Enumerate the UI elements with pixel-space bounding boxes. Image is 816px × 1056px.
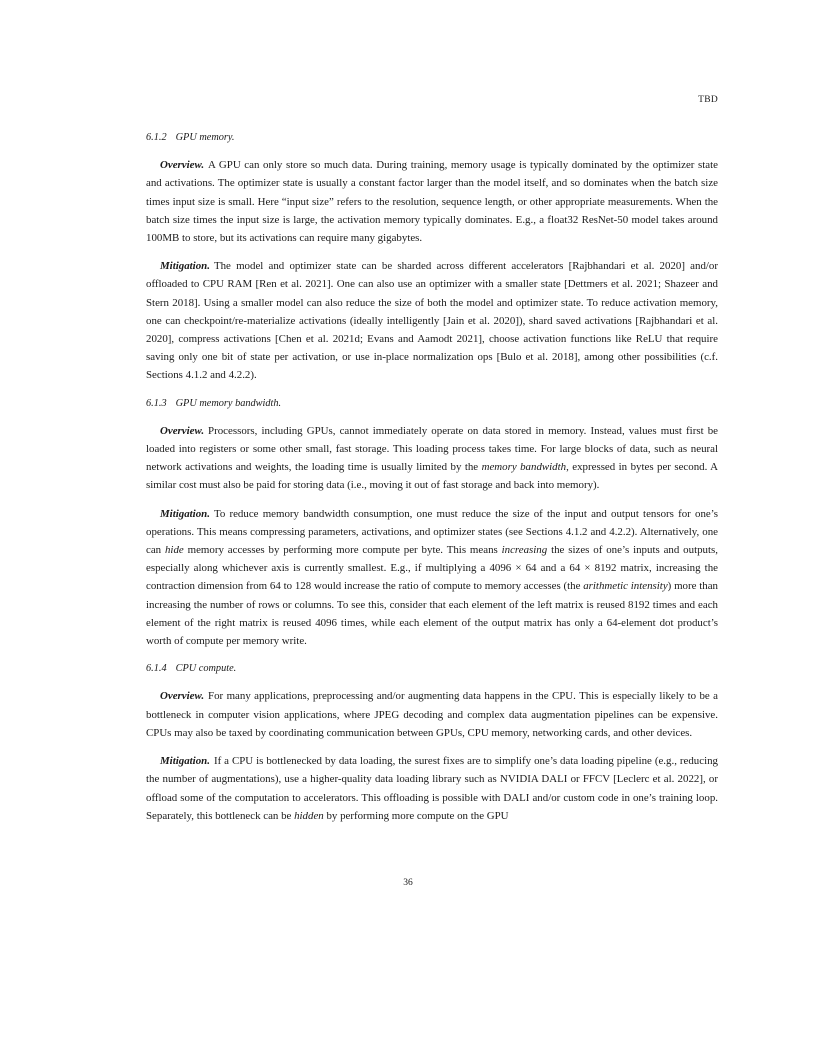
running-head: TBD (698, 95, 718, 105)
paragraph-gpu-memory-overview (146, 156, 718, 247)
emphasis-text: hide (164, 544, 184, 557)
emphasis-text: increasing (501, 544, 548, 557)
emphasis-text: memory bandwidth (481, 461, 567, 474)
subsection-title: CPU compute. (175, 663, 237, 675)
emphasis-text: arithmetic intensity (583, 580, 668, 593)
run-in-heading: Mitigation. (160, 507, 210, 520)
subsection-number: 6.1.4 (146, 663, 167, 675)
paragraph-text: by performing more compute on the GPU (323, 809, 509, 822)
emphasis-text: hidden (294, 809, 324, 822)
run-in-heading: Overview. (160, 159, 205, 172)
page-number: 36 (403, 878, 413, 888)
run-in-heading: Mitigation. (160, 260, 210, 273)
subsection-heading-gpu-memory-bandwidth (146, 395, 718, 413)
subsection-title: GPU memory bandwidth. (175, 397, 282, 409)
main-content (146, 129, 718, 835)
paragraph-text: ) more than increasing the number of rows or columns. To see this, consider that each element of the left matrix is reused 8192 times and each element of the right matrix is reused 4096 times, while each element of the output matrix has only a 64-element dot product’s worth of compute per memory write. (146, 580, 719, 648)
paragraph-gpu-memory-mitigation (146, 257, 718, 384)
paragraph-text: A GPU can only store so much data. During training, memory usage is typically dominated by the optimizer state and activations. The optimizer state is usually a constant factor larger than the model itself, and so dominates when the batch size times input size is small. Here “input size” refers to the resolution, sequence length, or other appropriate measurements. When the batch size times the input size is large, the activation memory typically dominates. E.g., a float32 ResNet-50 model takes around 100MB to store, but its activations can require many gigabytes. (146, 159, 718, 245)
paragraph-text: memory accesses by performing more compute per byte. This means (183, 544, 502, 557)
paragraph-text: , expressed in bytes per second. A similar cost must also be paid for storing data (i.e., moving it out of fast storage and back into memory). (146, 461, 719, 492)
paragraph-bandwidth-overview (146, 422, 718, 495)
subsection-heading-gpu-memory (146, 129, 718, 147)
paragraph-text: To reduce memory bandwidth consumption, one must reduce the size of the input and output tensors for one’s operations. This means compressing parameters, activations, and optimizer states (see Sections 4.1.2 and 4.2.2). Alternatively, one can (146, 507, 718, 557)
paragraph-text: The model and optimizer state can be sharded across different accelerators [Rajbhandari et al. 2020] and/or offloaded to CPU RAM [Ren et al. 2021]. One can also use an optimizer with a smaller state [Dettmers et al. 2021; Shazeer and Stern 2018]. Using a smaller model can also reduce the size of both the model and optimizer state. To reduce activation memory, one can checkpoint/re-materialize activations (ideally intelligently [Jain et al. 2020]), shard saved activations [Rajbhandari et al. 2020], compress activations [Chen et al. 2021d; Evans and Aamodt 2021], choose activation functions like ReLU that require saving only one bit of state per activation, or use in-place normalization ops [Bulo et al. 2018], among other possibilities (c.f. Sections 4.1.2 and 4.2.2). (146, 260, 718, 382)
run-in-heading: Overview. (160, 424, 205, 437)
paragraph-text: If a CPU is bottlenecked by data loading, the surest fixes are to simplify one’s data loading pipeline (e.g., reducing the number of augmentations), use a higher-quality data loading library such as NVIDIA DALI or FFCV [Leclerc et al. 2022], or offload some of the computation to accelerators. This offloading is possible with DALI and/or custom code in one’s training loop. Separately, this bottleneck can be (146, 755, 718, 822)
run-in-heading: Overview. (160, 690, 205, 703)
paragraph-bandwidth-mitigation (146, 505, 718, 651)
subsection-number: 6.1.2 (146, 132, 167, 143)
paragraph-text: For many applications, preprocessing and/or augmenting data happens in the CPU. This is especially likely to be a bottleneck in computer vision applications, where JPEG decoding and complex data augmentation pipelines can be expensive. CPUs may also be taxed by coordinating communication between GPUs, CPU memory, networking cards, and other devices. (146, 690, 718, 739)
paragraph-cpu-overview (146, 687, 718, 742)
paragraph-cpu-mitigation (146, 752, 718, 825)
subsection-number: 6.1.3 (146, 397, 167, 409)
run-in-heading: Mitigation. (160, 755, 210, 768)
paragraph-text: Processors, including GPUs, cannot immediately operate on data stored in memory. Instead, values must first be loaded into registers or some other small, fast storage. This loading process takes time. For large blocks of data, such as neural network activations and weights, the loading time is usually limited by the (146, 424, 718, 474)
paragraph-text: the sizes of one’s inputs and outputs, especially along whichever axis is currently smallest. E.g., if multiplying a 4096 × 64 and a 64 × 8192 matrix, increasing the contraction dimension from 64 to 128 would increase the ratio of compute to memory accesses (the (146, 544, 718, 593)
subsection-heading-cpu-compute (146, 660, 718, 678)
subsection-title: GPU memory. (175, 132, 235, 143)
